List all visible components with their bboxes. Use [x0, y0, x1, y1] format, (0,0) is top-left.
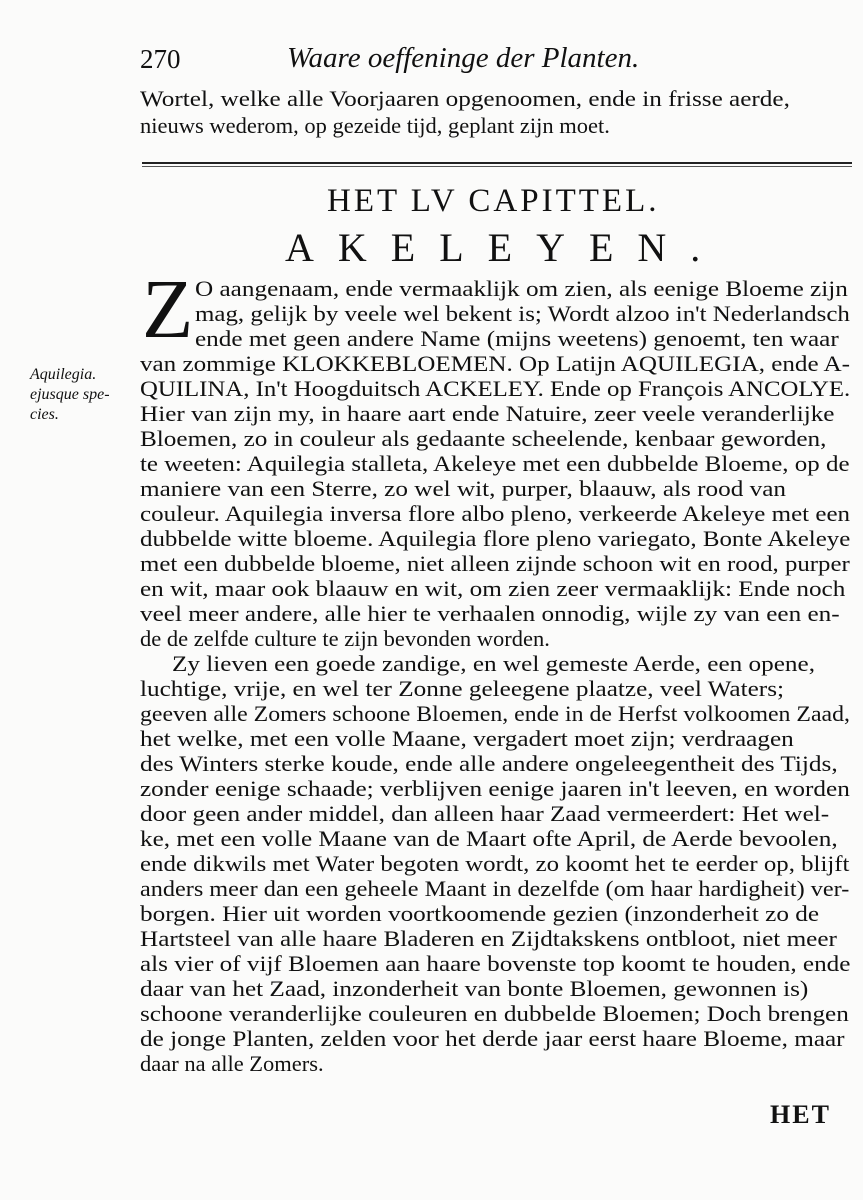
- body-line-32: daar na alle Zomers.: [140, 1051, 324, 1076]
- body-line-16: Zy lieven een goede zandige, en wel gemeste Aerde, een opene,: [172, 651, 816, 676]
- body-line-13: en wit, maar ook blaauw en wit, om zien zeer vermaaklijk: Ende noch: [140, 576, 846, 601]
- page-number: 270: [140, 44, 181, 74]
- margin-note-line-3: cies.: [30, 406, 59, 423]
- body-line-10: couleur. Aquilegia inversa flore albo pleno, verkeerde Akeleye met een: [140, 501, 851, 526]
- body-line-8: te weeten: Aquilegia stalleta, Akeleye met een dubbelde Bloeme, op de: [140, 451, 850, 476]
- margin-note: [30, 365, 140, 425]
- body-line-6: Hier van zijn my, in haare aart ende Natuire, zeer veele veranderlijke: [140, 401, 835, 426]
- body-line-25: anders meer dan een geheele Maant in dezelfde (om haar hardigheit) ver-: [140, 876, 850, 901]
- body-line-1: O aangenaam, ende vermaaklijk om zien, als eenige Bloeme zijn: [195, 276, 848, 301]
- chapter-title: AKELEYEN.: [285, 225, 725, 270]
- top-line-2: nieuws wederom, op gezeide tijd, geplant zijn moet.: [140, 113, 610, 138]
- body-line-27: Hartsteel van alle haare Bladeren en Zijdtakskens ontbloot, niet meer: [140, 926, 837, 951]
- body-line-24: ende dikwils met Water begoten wordt, zo koomt het te eerder op, blijft: [140, 851, 850, 876]
- body-line-28: als vier of vijf Bloemen aan haare bovenste top koomt te houden, ende: [140, 951, 851, 976]
- section-rule-thin: [142, 166, 852, 167]
- body-line-18: geeven alle Zomers schoone Bloemen, ende in de Herfst volkoomen Zaad,: [140, 701, 850, 726]
- body-line-29: daar van het Zaad, inzonderheit van bonte Bloemen, gewonnen is): [140, 976, 809, 1001]
- body-line-17: luchtige, vrije, en wel ter Zonne geleegene plaatze, veel Waters;: [140, 676, 785, 701]
- body-line-2: mag, gelijk by veele wel bekent is; Wordt alzoo in't Nederlandsch: [195, 301, 850, 326]
- margin-note-line-2: ejusque spe-: [30, 386, 110, 403]
- drop-cap: Z: [142, 263, 194, 356]
- body-line-19: het welke, met een volle Maane, vergadert moet zijn; verdraagen: [140, 726, 794, 751]
- body-line-3: ende met geen andere Name (mijns weetens) genoemt, ten waar: [195, 326, 839, 351]
- body-line-22: door geen ander middel, dan alleen haar Zaad vermeerdert: Het wel-: [140, 801, 830, 826]
- body-line-21: zonder eenige schaade; verblijven eenige jaaren in't leeven, en worden: [140, 776, 850, 801]
- catchword: HET: [770, 1100, 831, 1129]
- body-line-7: Bloemen, zo in couleur als gedaante scheelende, kenbaar geworden,: [140, 426, 827, 451]
- body-line-5: QUILINA, In't Hoogduitsch ACKELEY. Ende op François ANCOLYE.: [140, 376, 851, 401]
- body-line-11: dubbelde witte bloeme. Aquilegia flore pleno variegato, Bonte Akeleye: [140, 526, 851, 551]
- running-title: Waare oeffeninge der Planten.: [287, 42, 640, 74]
- chapter-heading: HET LV CAPITTEL.: [327, 183, 660, 219]
- section-rule: [142, 162, 852, 164]
- body-line-14: veel meer andere, alle hier te verhaalen onnodig, wijle zy van een en-: [140, 601, 840, 626]
- margin-note-line-1: Aquilegia.: [30, 366, 97, 383]
- body-line-26: borgen. Hier uit worden voortkoomende gezien (inzonderheit zo de: [140, 901, 820, 926]
- body-line-12: met een dubbelde bloeme, niet alleen zijnde schoon wit en rood, purper: [140, 551, 850, 576]
- body-line-9: maniere van een Sterre, zo wel wit, purper, blaauw, als rood van: [140, 476, 787, 501]
- body-line-30: schoone veranderlijke couleuren en dubbelde Bloemen; Doch brengen: [140, 1001, 849, 1026]
- body-line-15: de de zelfde culture te zijn bevonden worden.: [140, 626, 550, 651]
- body-line-4: van zommige KLOKKEBLOEMEN. Op Latijn AQUILEGIA, ende A-: [140, 351, 850, 376]
- body-line-31: de jonge Planten, zelden voor het derde jaar eerst haare Bloeme, maar: [140, 1026, 845, 1051]
- body-line-23: ke, met een volle Maane van de Maart ofte April, de Aerde bevoolen,: [140, 826, 838, 851]
- top-line-1: Wortel, welke alle Voorjaaren opgenoomen, ende in frisse aerde,: [140, 86, 790, 111]
- body-line-20: des Winters sterke koude, ende alle andere ongeleegentheit des Tijds,: [140, 751, 838, 776]
